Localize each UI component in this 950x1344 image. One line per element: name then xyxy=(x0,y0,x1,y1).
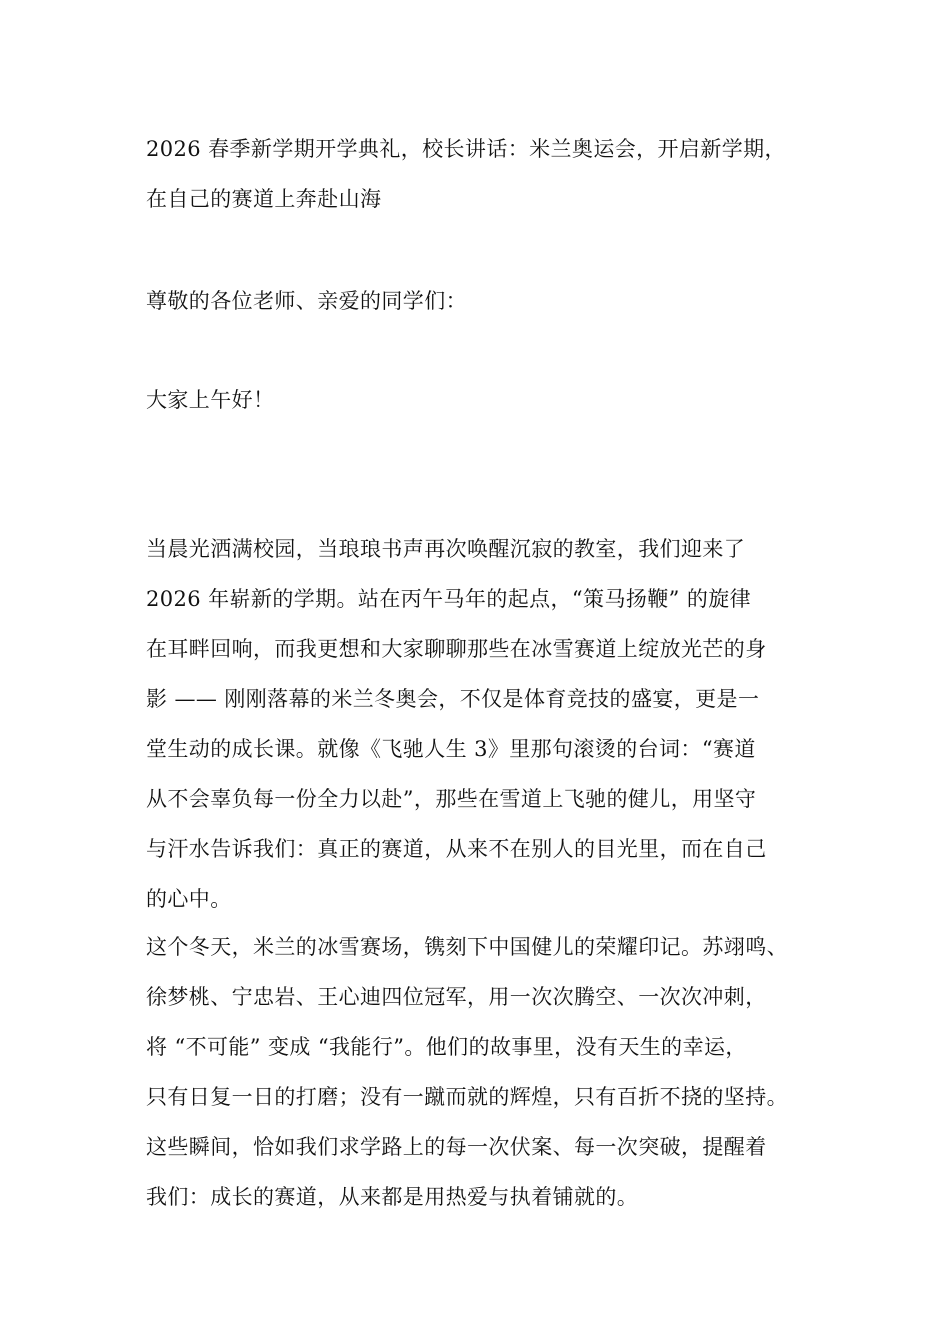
paragraph-line: 徐梦桃、宁忠岩、王心迪四位冠军，用一次次腾空、一次次冲刺， xyxy=(146,985,767,1009)
paragraph-1 xyxy=(146,524,846,924)
greeting xyxy=(146,276,846,326)
paragraph-line: 将 “不可能” 变成 “我能行”。他们的故事里，没有天生的幸运， xyxy=(146,1035,747,1059)
paragraph-2 xyxy=(146,922,846,1222)
paragraph-line: 从不会辜负每一份全力以赴”，那些在雪道上飞驰的健儿，用坚守 xyxy=(146,787,757,811)
paragraph-line: 这些瞬间，恰如我们求学路上的每一次伏案、每一次突破，提醒着 xyxy=(146,1135,767,1159)
paragraph-line: 影 —— 刚刚落幕的米兰冬奥会，不仅是体育竞技的盛宴，更是一 xyxy=(146,687,760,711)
document-title xyxy=(146,124,846,224)
paragraph-line: 这个冬天，米兰的冰雪赛场，镌刻下中国健儿的荣耀印记。苏翊鸣、 xyxy=(146,935,788,959)
salutation xyxy=(146,375,846,425)
paragraph-line: 2026 年崭新的学期。站在丙午马年的起点，“策马扬鞭” 的旋律 xyxy=(146,587,752,611)
paragraph-line: 当晨光洒满校园，当琅琅书声再次唤醒沉寂的教室，我们迎来了 xyxy=(146,537,746,561)
paragraph-line: 堂生动的成长课。就像《飞驰人生 3》里那句滚烫的台词：“赛道 xyxy=(146,737,756,761)
paragraph-line: 我们：成长的赛道，从来都是用热爱与执着铺就的。 xyxy=(146,1185,639,1209)
paragraph-line: 与汗水告诉我们：真正的赛道，从来不在别人的目光里，而在自己 xyxy=(146,837,767,861)
greeting-text: 尊敬的各位老师、亲爱的同学们： xyxy=(146,289,467,313)
salutation-text: 大家上午好！ xyxy=(146,388,275,412)
title-line: 在自己的赛道上奔赴山海 xyxy=(146,187,382,211)
paragraph-line: 的心中。 xyxy=(146,887,232,911)
title-line: 2026 春季新学期开学典礼，校长讲话：米兰奥运会，开启新学期， xyxy=(146,137,786,161)
paragraph-line: 只有日复一日的打磨；没有一蹴而就的辉煌，只有百折不挠的坚持。 xyxy=(146,1085,788,1109)
paragraph-line: 在耳畔回响，而我更想和大家聊聊那些在冰雪赛道上绽放光芒的身 xyxy=(146,637,767,661)
